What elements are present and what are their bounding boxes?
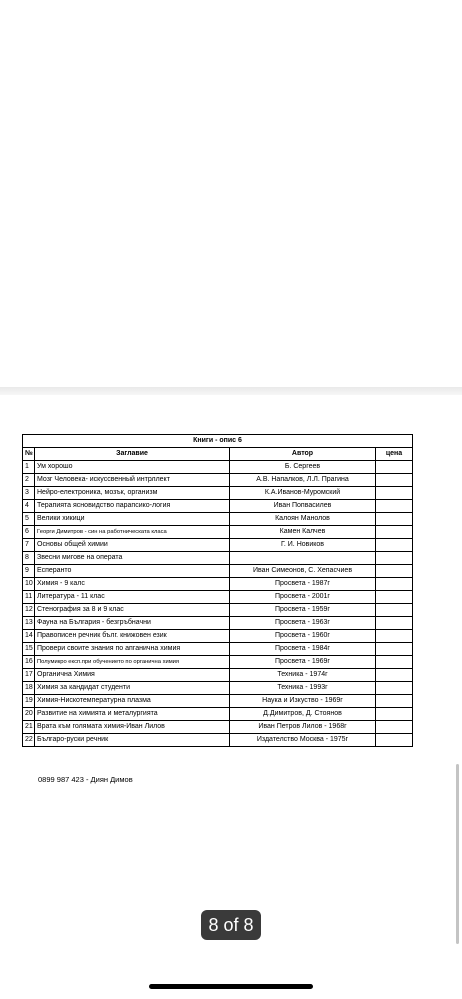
row-author: К.А.Иванов-Муромский (230, 487, 376, 500)
row-number: 6 (23, 526, 35, 539)
header-author: Автор (230, 448, 376, 461)
table-row (23, 526, 413, 539)
row-price (376, 552, 413, 565)
row-author: Просвета - 2001г (230, 591, 376, 604)
row-author: Издателство Москва - 1975г (230, 734, 376, 747)
row-author: Просвета - 1959г (230, 604, 376, 617)
table-row (23, 578, 413, 591)
table-row (23, 708, 413, 721)
row-number: 1 (23, 461, 35, 474)
header-row (23, 448, 413, 461)
table-row (23, 565, 413, 578)
row-title: Основы общей химии (35, 539, 230, 552)
table-row (23, 539, 413, 552)
row-title: Българо-руски речник (35, 734, 230, 747)
row-number: 13 (23, 617, 35, 630)
row-title: Полумикро експ.при обучението по органична химия (35, 656, 230, 669)
books-table (22, 434, 413, 747)
previous-page-area (0, 0, 462, 387)
table-row (23, 604, 413, 617)
row-price (376, 604, 413, 617)
row-price (376, 721, 413, 734)
row-number: 9 (23, 565, 35, 578)
row-title: Терапията ясновидство парапсико-логия (35, 500, 230, 513)
row-author: Просвета - 1969г (230, 656, 376, 669)
row-number: 18 (23, 682, 35, 695)
table-row (23, 461, 413, 474)
table-row (23, 695, 413, 708)
row-number: 4 (23, 500, 35, 513)
row-number: 3 (23, 487, 35, 500)
table-row (23, 734, 413, 747)
table-row (23, 643, 413, 656)
row-price (376, 591, 413, 604)
row-number: 17 (23, 669, 35, 682)
row-author (230, 552, 376, 565)
row-title: Развитие на химията и металургията (35, 708, 230, 721)
contact-line: 0899 987 423 - Диян Димов (38, 775, 133, 784)
row-title: Нейро-електроника, мозък, организм (35, 487, 230, 500)
row-author: Просвета - 1960г (230, 630, 376, 643)
row-number: 15 (23, 643, 35, 656)
table-row (23, 630, 413, 643)
table-row (23, 656, 413, 669)
row-title: Химия за кандидат студенти (35, 682, 230, 695)
row-title: Есперанто (35, 565, 230, 578)
header-price: цена (376, 448, 413, 461)
table-title: Книги - опис 6 (23, 435, 413, 448)
row-title: Правописен речник бълг. книжовен език (35, 630, 230, 643)
row-price (376, 630, 413, 643)
table-row (23, 513, 413, 526)
table-row (23, 591, 413, 604)
row-author: А.В. Напалков, Л.Л. Прагина (230, 474, 376, 487)
row-title: Фауна на България - безгръбначни (35, 617, 230, 630)
home-indicator[interactable] (149, 984, 313, 989)
page-counter: 8 of 8 (201, 910, 261, 940)
row-author: Техника - 1974г (230, 669, 376, 682)
row-author: Наука и Изкуство - 1969г (230, 695, 376, 708)
table-row (23, 617, 413, 630)
row-number: 19 (23, 695, 35, 708)
row-author: Техника - 1993г (230, 682, 376, 695)
page-separator (0, 387, 462, 395)
row-author: Просвета - 1963г (230, 617, 376, 630)
row-title: Велики хикици (35, 513, 230, 526)
row-price (376, 474, 413, 487)
row-author: Д.Димитров, Д. Стоянов (230, 708, 376, 721)
row-price (376, 734, 413, 747)
row-price (376, 500, 413, 513)
row-author: Калоян Манолов (230, 513, 376, 526)
row-author: Иван Попвасилев (230, 500, 376, 513)
header-title: Заглавие (35, 448, 230, 461)
row-author: Иван Петров Лилов - 1968г (230, 721, 376, 734)
table-body (23, 461, 413, 747)
row-number: 14 (23, 630, 35, 643)
row-price (376, 487, 413, 500)
row-price (376, 578, 413, 591)
row-title: Стенография за 8 и 9 клас (35, 604, 230, 617)
row-author: Б. Сергеев (230, 461, 376, 474)
row-number: 5 (23, 513, 35, 526)
row-price (376, 617, 413, 630)
row-number: 7 (23, 539, 35, 552)
row-price (376, 682, 413, 695)
row-title: Химия-Нискотемпературна плазма (35, 695, 230, 708)
row-price (376, 695, 413, 708)
row-price (376, 656, 413, 669)
row-price (376, 461, 413, 474)
row-title: Ум хорошо (35, 461, 230, 474)
row-number: 2 (23, 474, 35, 487)
table-row (23, 721, 413, 734)
row-number: 11 (23, 591, 35, 604)
header-num: № (23, 448, 35, 461)
row-author: Просвета - 1987г (230, 578, 376, 591)
row-title: Георги Димитров - син на работническата класа (35, 526, 230, 539)
table-row (23, 669, 413, 682)
row-author: Камен Калчев (230, 526, 376, 539)
row-price (376, 669, 413, 682)
row-price (376, 708, 413, 721)
row-author: Иван Симеонов, С. Хепасчиев (230, 565, 376, 578)
row-number: 21 (23, 721, 35, 734)
table-row (23, 552, 413, 565)
row-price (376, 513, 413, 526)
row-title: Звесни мигове на операта (35, 552, 230, 565)
table-row (23, 474, 413, 487)
row-title: Мозг Человека- искуссвенный интрллект (35, 474, 230, 487)
row-author: Г. И. Новиков (230, 539, 376, 552)
row-author: Просвета - 1984г (230, 643, 376, 656)
table-row (23, 487, 413, 500)
row-title: Врата към голямата химия-Иван Лилов (35, 721, 230, 734)
row-price (376, 643, 413, 656)
row-title: Провери своите знания по апганична химия (35, 643, 230, 656)
row-number: 20 (23, 708, 35, 721)
row-price (376, 526, 413, 539)
table-row (23, 682, 413, 695)
row-number: 10 (23, 578, 35, 591)
row-title: Органична Химия (35, 669, 230, 682)
row-title: Химия - 9 калс (35, 578, 230, 591)
row-title: Литература - 11 клас (35, 591, 230, 604)
row-price (376, 565, 413, 578)
row-number: 12 (23, 604, 35, 617)
row-price (376, 539, 413, 552)
row-number: 8 (23, 552, 35, 565)
table-title-row (23, 435, 413, 448)
row-number: 16 (23, 656, 35, 669)
table-row (23, 500, 413, 513)
row-number: 22 (23, 734, 35, 747)
scrollbar[interactable] (456, 764, 459, 944)
